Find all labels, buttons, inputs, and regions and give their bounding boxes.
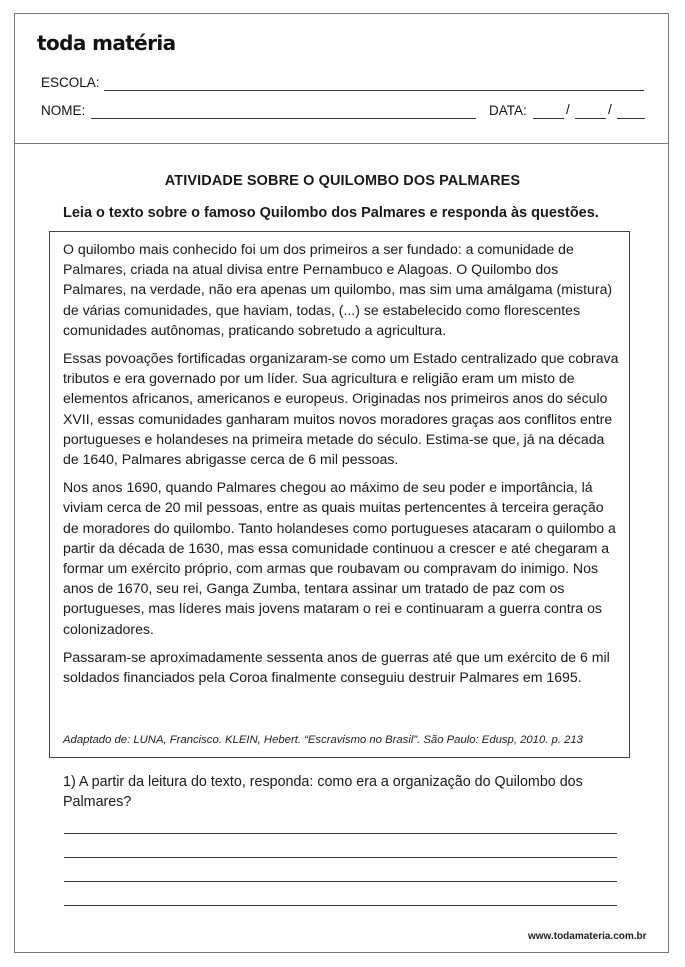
paragraph-1: O quilombo mais conhecido foi um dos primeiros a ser fundado: a comunidade de Palmares, criada na atual divisa entre Pernambuco e Alagoas. O Quilombo dos Palmares, na verdade, não era apenas um quilombo, mas sim uma amálgama (mistura) de várias comunidades, que haviam, todas, (...) se estabelecido como florescentes comunidades autônomas, praticando sobretudo a agricultura. [63, 241, 613, 338]
data-label: DATA: [489, 103, 527, 118]
reading-text-box [49, 231, 630, 758]
nome-field[interactable] [91, 118, 476, 119]
escola-field[interactable] [104, 90, 644, 91]
question-1: 1) A partir da leitura do texto, responda: como era a organização do Quilombo dos Palmares? [63, 774, 583, 810]
nome-label: NOME: [41, 103, 86, 118]
escola-label: ESCOLA: [41, 75, 100, 90]
paragraph-2: Essas povoações fortificadas organizaram-se como um Estado centralizado que cobrava tributos e era governado por um líder. Sua agricultura e religião eram um misto de elementos africanos, americanos e europeus. Originadas nos primeiros anos do século XVII, essas comunidades ganharam muitos novos moradores graças aos conflitos entre portugueses e holandeses na primeira metade do século. Estima-se que, já na década de 1640, Palmares abrigasse cerca de 6 mil pessoas. [63, 350, 619, 468]
date-month-field[interactable] [575, 118, 606, 119]
citation: Adaptado de: LUNA, Francisco. KLEIN, Hebert. “Escravismo no Brasil”. São Paulo: Edusp, 2010. p. 213 [63, 734, 583, 746]
answer-line[interactable] [64, 881, 617, 882]
date-separator: / [608, 102, 612, 117]
answer-line[interactable] [64, 833, 617, 834]
paragraph-3: Nos anos 1690, quando Palmares chegou ao máximo de seu poder e importância, lá viviam cerca de 20 mil pessoas, entre as quais muitas pertencentes à terceira geração de moradores do quilombo. Tanto holandeses como portugueses atacaram o quilombo a partir da década de 1630, mas essa comunidade continuou a crescer e até chegaram a formar um exército próprio, com armas que roubavam ou compravam do inimigo. Nos anos de 1670, seu rei, Ganga Zumba, tentara assinar um tratado de paz com os portugueses, mas líderes mais jovens mataram o rei e continuaram a guerra contra os colonizadores. [63, 479, 616, 637]
header-divider [14, 143, 669, 144]
toda-materia-logo: toda matéria [37, 31, 176, 55]
answer-line[interactable] [64, 857, 617, 858]
answer-line[interactable] [64, 905, 617, 906]
instruction: Leia o texto sobre o famoso Quilombo dos Palmares e responda às questões. [63, 205, 599, 221]
date-day-field[interactable] [533, 118, 564, 119]
worksheet-title: ATIVIDADE SOBRE O QUILOMBO DOS PALMARES [164, 173, 521, 189]
date-year-field[interactable] [617, 118, 645, 119]
date-separator: / [566, 102, 570, 117]
footer-url: www.todamateria.com.br [528, 931, 647, 942]
paragraph-4: Passaram-se aproximadamente sessenta anos de guerras até que um exército de 6 mil soldados financiados pela Coroa finalmente conseguiu destruir Palmares em 1695. [63, 648, 610, 686]
